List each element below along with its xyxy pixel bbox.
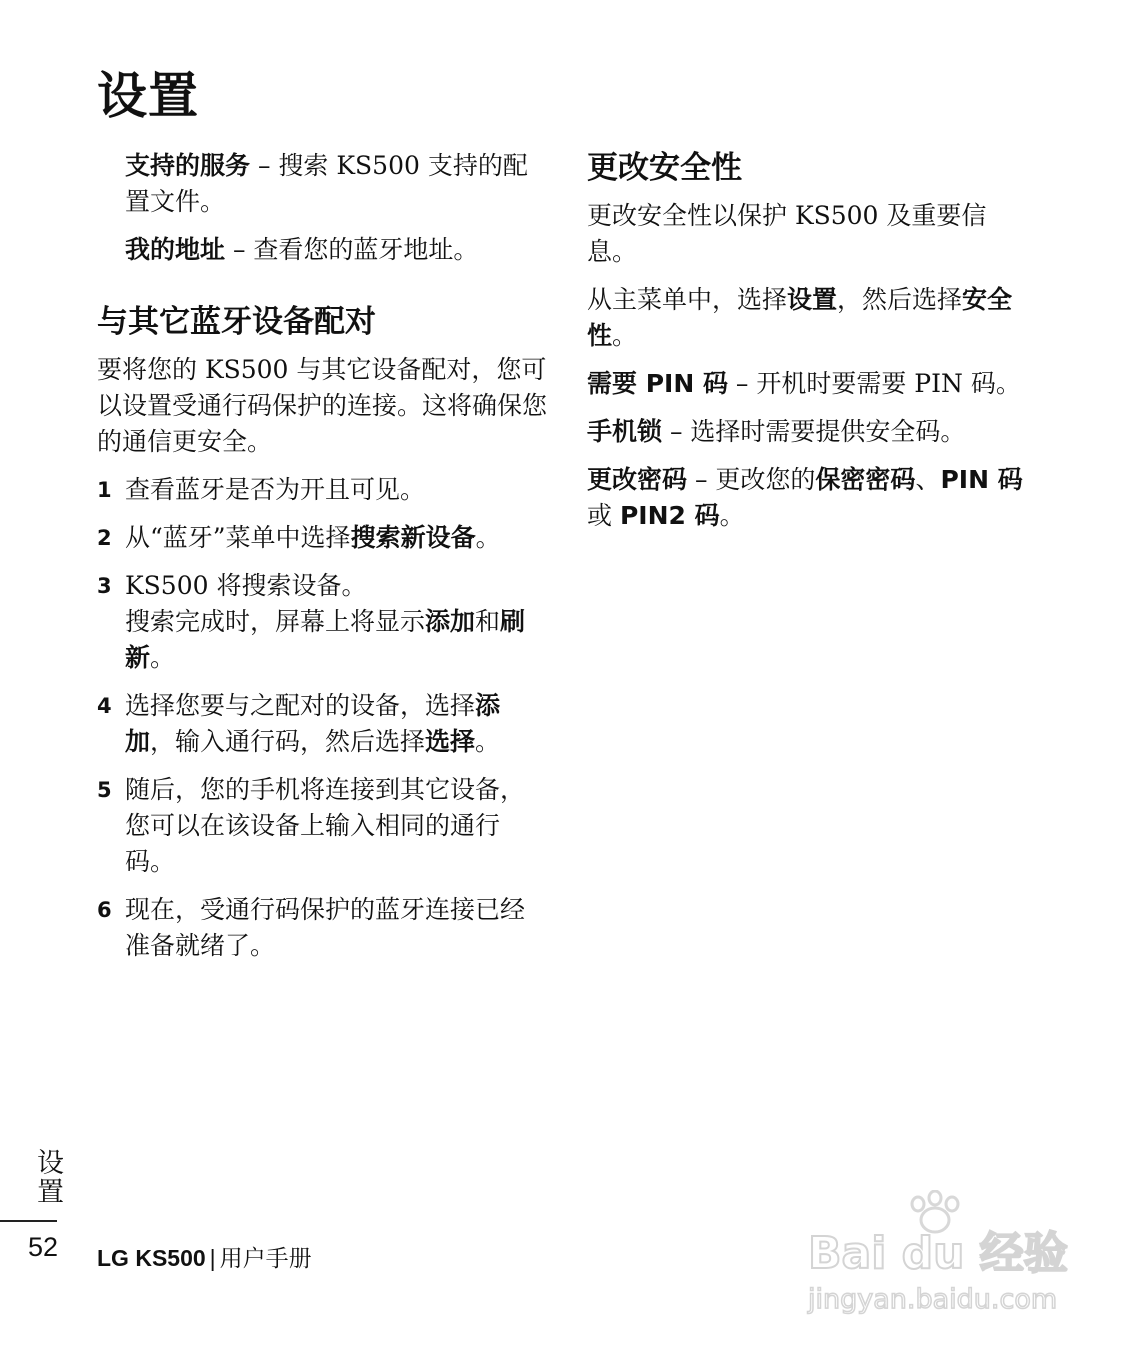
menu-bold-term: 安全性	[587, 285, 1013, 350]
step-item	[97, 568, 547, 676]
step-text: 选择您要与之配对的设备，选择	[125, 691, 476, 720]
change-code-item	[587, 462, 1027, 534]
step-text: 从“蓝牙”菜单中选择	[125, 523, 351, 552]
change-code-desc: 、	[915, 465, 941, 494]
pin-label: 需要 PIN 码	[587, 369, 728, 398]
footer	[97, 1240, 312, 1273]
step-item	[97, 892, 547, 964]
menu-text: 。	[612, 321, 638, 350]
step-number: 4	[97, 694, 112, 718]
services-item	[97, 148, 547, 220]
services-desc: – 搜索 KS500 支持的配置文件。	[125, 151, 528, 216]
services-label: 支持的服务	[125, 151, 251, 180]
address-desc: – 查看您的蓝牙地址。	[225, 235, 479, 264]
right-column	[587, 148, 1027, 534]
menu-text: ，然后选择	[837, 285, 963, 314]
paw-toe	[929, 1191, 941, 1205]
step-bold-term: 添加	[425, 607, 476, 636]
step-number: 1	[97, 478, 112, 502]
step-text: 。	[475, 727, 501, 756]
security-intro: 更改安全性以保护 KS500 及重要信息。	[587, 201, 987, 266]
pin-code-term: PIN 码	[940, 465, 1023, 494]
step-text: ，输入通行码，然后选择	[150, 727, 426, 756]
baidu-watermark-logo	[800, 1190, 1070, 1320]
phone-lock-desc: – 选择时需要提供安全码。	[662, 417, 966, 446]
step-number: 2	[97, 526, 112, 550]
step-bold-term: 添加	[125, 691, 501, 756]
phone-lock-item	[587, 414, 1027, 450]
change-code-label: 更改密码	[587, 465, 688, 494]
security-menu-path	[587, 282, 1027, 354]
step-item	[97, 772, 547, 880]
footer-model: LG KS500	[97, 1245, 206, 1271]
step-text: 查看蓝牙是否为开且可见。	[125, 475, 426, 504]
step-text: 。	[475, 523, 501, 552]
pairing-intro: 要将您的 KS500 与其它设备配对，您可以设置受通行码保护的连接。这将确保您的通信更安全。	[97, 355, 548, 456]
change-code-desc: – 更改您的	[687, 465, 816, 494]
footer-manual-title: 用户手册	[219, 1245, 312, 1271]
change-code-desc: 。	[719, 501, 745, 530]
footer-separator: |	[209, 1245, 216, 1271]
step-text: 搜索完成时，屏幕上将显示	[125, 607, 426, 636]
paw-toe	[946, 1197, 958, 1211]
step-text: KS500 将搜索设备。	[125, 571, 367, 600]
address-item	[97, 232, 547, 268]
step-bold-term: 搜索新设备	[350, 523, 476, 552]
change-code-desc: 或	[587, 501, 620, 530]
step-item	[97, 688, 547, 760]
pin-desc: – 开机时要需要 PIN 码。	[727, 369, 1021, 398]
menu-bold-term: 设置	[787, 285, 838, 314]
side-divider	[0, 1220, 57, 1222]
step-bold-term: 选择	[425, 727, 476, 756]
pin-item	[587, 366, 1027, 402]
watermark-brand: Bai du 经验	[808, 1228, 1068, 1279]
watermark-url: jingyan.baidu.com	[808, 1284, 1058, 1315]
pairing-steps	[97, 472, 547, 964]
step-item	[97, 520, 547, 556]
step-number: 3	[97, 574, 112, 598]
phone-lock-label: 手机锁	[587, 417, 663, 446]
left-column	[97, 148, 547, 964]
step-text: 。	[150, 643, 176, 672]
page-number: 52	[28, 1232, 59, 1262]
page-title: 设置	[97, 67, 199, 125]
step-item	[97, 472, 547, 508]
side-section-tab: 设置	[32, 1148, 63, 1206]
step-text: 随后，您的手机将连接到其它设备，您可以在该设备上输入相同的通行码。	[125, 775, 526, 876]
menu-text: 从主菜单中，选择	[587, 285, 788, 314]
step-bold-term: 刷新	[125, 607, 526, 672]
address-label: 我的地址	[125, 235, 226, 264]
paw-toe	[912, 1197, 924, 1211]
step-number: 5	[97, 778, 112, 802]
security-heading: 更改安全性	[587, 150, 742, 186]
step-text: 现在，受通行码保护的蓝牙连接已经准备就绪了。	[125, 895, 526, 960]
step-text: 和	[475, 607, 501, 636]
security-code-term: 保密密码	[815, 465, 916, 494]
step-number: 6	[97, 898, 112, 922]
pairing-heading: 与其它蓝牙设备配对	[97, 304, 376, 340]
pin2-code-term: PIN2 码	[619, 501, 720, 530]
